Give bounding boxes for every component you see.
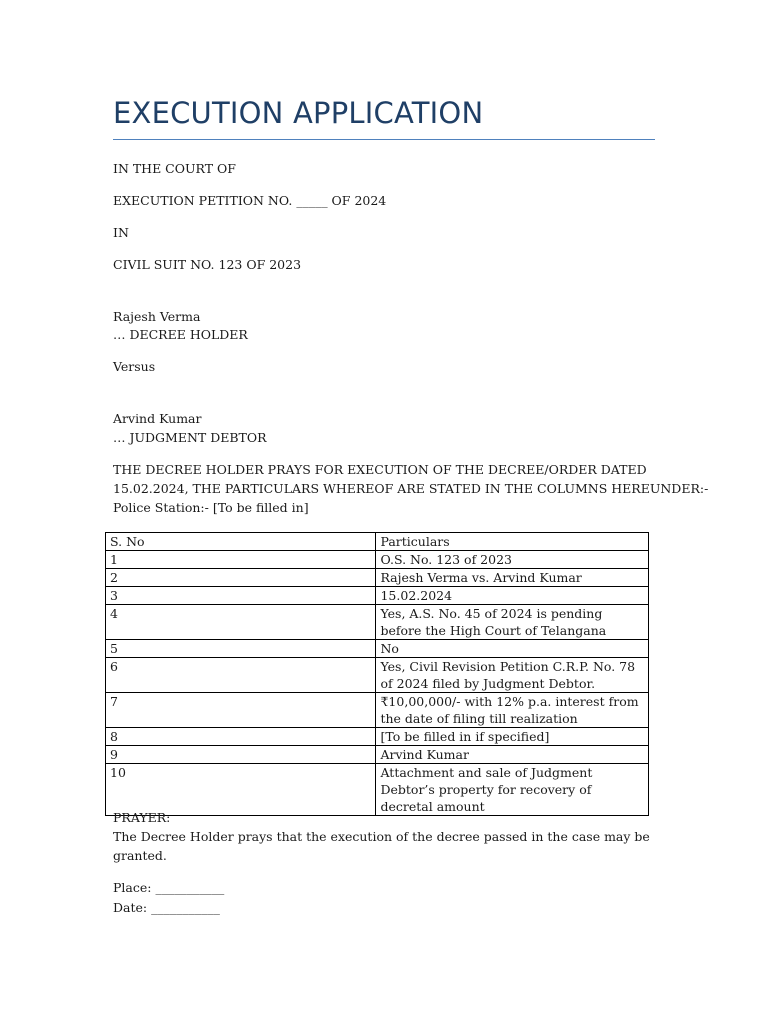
- row-number: 9: [106, 746, 376, 764]
- table-row: [106, 551, 649, 569]
- court-line: IN THE COURT OF: [113, 161, 236, 176]
- row-particulars: Rajesh Verma vs. Arvind Kumar: [376, 569, 649, 587]
- row-number: 4: [106, 605, 376, 640]
- row-particulars: [To be filled in if specified]: [376, 728, 649, 746]
- prayer-intro-line-2: 15.02.2024, THE PARTICULARS WHEREOF ARE STATED IN THE COLUMNS HEREUNDER:-: [113, 481, 709, 496]
- row-particulars: Yes, Civil Revision Petition C.R.P. No. 78 of 2024 filed by Judgment Debtor.: [376, 658, 649, 693]
- row-particulars: No: [376, 640, 649, 658]
- table-row: [106, 640, 649, 658]
- particulars-table: [105, 532, 649, 816]
- table-row: [106, 587, 649, 605]
- table-row: [106, 658, 649, 693]
- row-number: 10: [106, 764, 376, 816]
- row-number: 5: [106, 640, 376, 658]
- column-header-particulars: Particulars: [376, 533, 649, 551]
- row-number: 1: [106, 551, 376, 569]
- table-row: [106, 569, 649, 587]
- table-row: [106, 693, 649, 728]
- petition-number-line: EXECUTION PETITION NO. _____ OF 2024: [113, 193, 387, 208]
- prayer-text: The Decree Holder prays that the execution of the decree passed in the case may be granted.: [113, 829, 650, 863]
- row-particulars: 15.02.2024: [376, 587, 649, 605]
- row-number: 2: [106, 569, 376, 587]
- table-header-row: [106, 533, 649, 551]
- judgment-debtor-role: … JUDGMENT DEBTOR: [113, 430, 267, 445]
- table-row: [106, 728, 649, 746]
- versus-line: Versus: [113, 359, 156, 374]
- judgment-debtor-name: Arvind Kumar: [113, 411, 202, 426]
- row-particulars: Attachment and sale of Judgment Debtor’s property for recovery of decretal amount: [376, 764, 649, 816]
- civil-suit-line: CIVIL SUIT NO. 123 OF 2023: [113, 257, 302, 272]
- row-particulars: Yes, A.S. No. 45 of 2024 is pending before the High Court of Telangana: [376, 605, 649, 640]
- prayer-intro-line-1: THE DECREE HOLDER PRAYS FOR EXECUTION OF THE DECREE/ORDER DATED: [113, 462, 647, 477]
- decree-holder-role: … DECREE HOLDER: [113, 327, 248, 342]
- in-line: IN: [113, 225, 129, 240]
- document-title: EXECUTION APPLICATION: [113, 96, 484, 130]
- row-particulars: Arvind Kumar: [376, 746, 649, 764]
- title-underline: [113, 139, 655, 140]
- police-station-line: Police Station:- [To be filled in]: [113, 500, 309, 515]
- table-row: [106, 605, 649, 640]
- table-row: [106, 764, 649, 816]
- row-number: 3: [106, 587, 376, 605]
- table-row: [106, 746, 649, 764]
- row-number: 8: [106, 728, 376, 746]
- row-number: 6: [106, 658, 376, 693]
- prayer-heading: PRAYER:: [113, 810, 171, 825]
- row-particulars: ₹10,00,000/- with 12% p.a. interest from the date of filing till realization: [376, 693, 649, 728]
- decree-holder-name: Rajesh Verma: [113, 309, 201, 324]
- column-header-sno: S. No: [106, 533, 376, 551]
- row-number: 7: [106, 693, 376, 728]
- row-particulars: O.S. No. 123 of 2023: [376, 551, 649, 569]
- place-field: Place: ___________: [113, 880, 225, 895]
- date-field: Date: ___________: [113, 900, 220, 915]
